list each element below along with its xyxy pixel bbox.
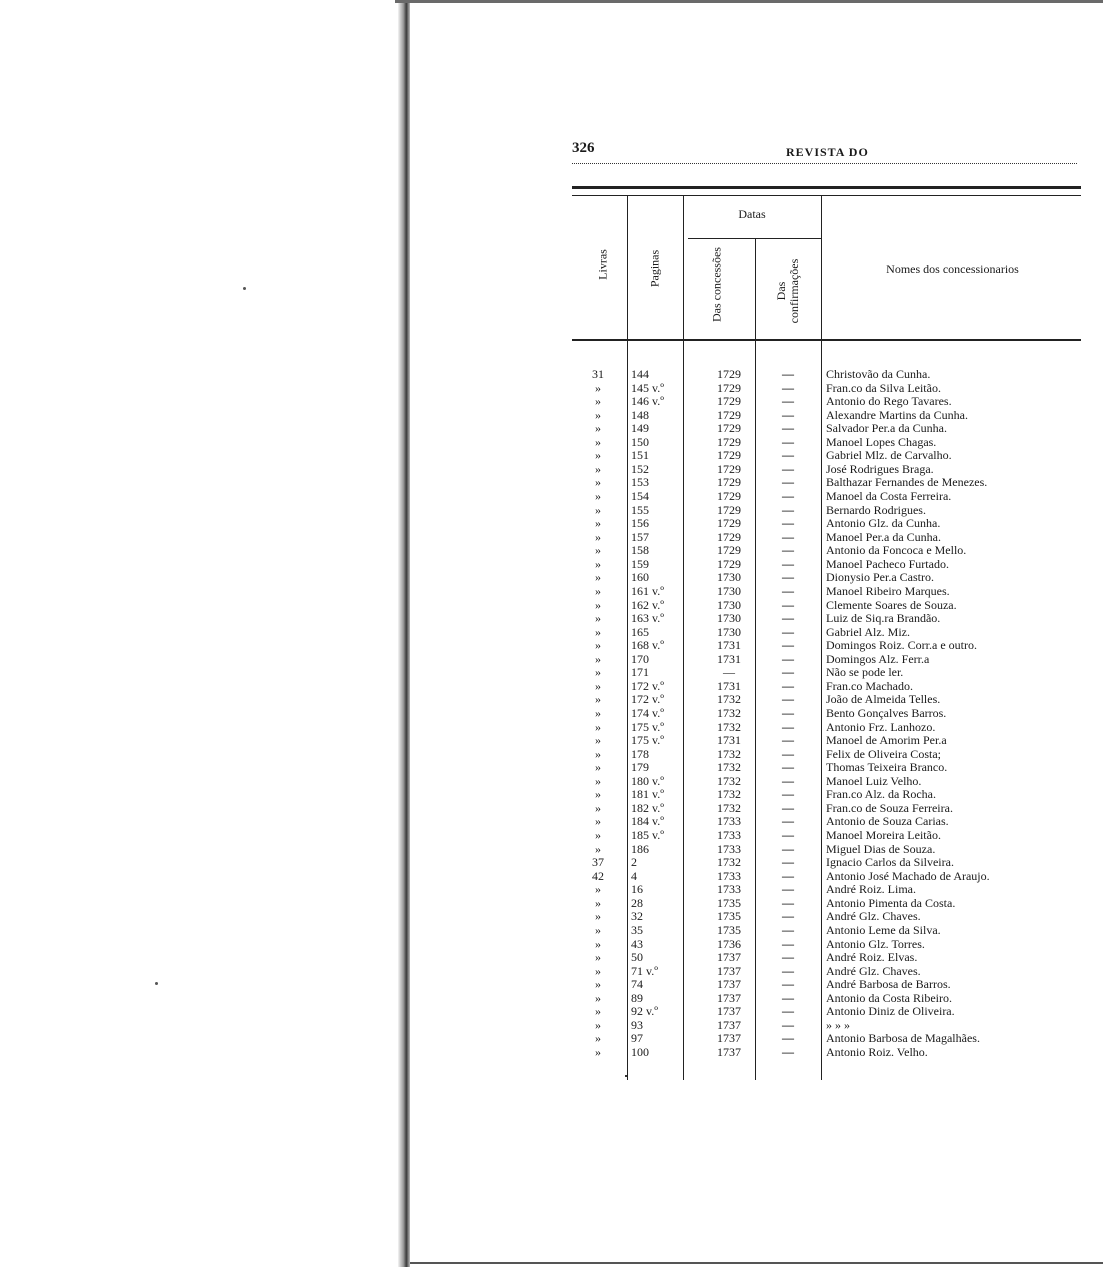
cell-data-confirmacao: — bbox=[782, 733, 794, 748]
cell-data-concessao: 1732 bbox=[717, 692, 741, 707]
cell-data-concessao: 1729 bbox=[717, 461, 741, 476]
cell-pagina: 50 bbox=[631, 950, 643, 965]
cell-data-confirmacao: — bbox=[782, 380, 794, 395]
cell-pagina: 168 v.º bbox=[631, 638, 664, 653]
cell-data-concessao: 1729 bbox=[717, 543, 741, 558]
cell-livro: » bbox=[595, 1031, 601, 1046]
cell-data-confirmacao: — bbox=[782, 882, 794, 897]
cell-nome: Antonio Glz. Torres. bbox=[826, 936, 925, 951]
cell-nome: Antonio José Machado de Araujo. bbox=[826, 868, 990, 883]
cell-nome: Clemente Soares de Souza. bbox=[826, 597, 957, 612]
cell-nome: Salvador Per.a da Cunha. bbox=[826, 421, 947, 436]
cell-nome: Christovão da Cunha. bbox=[826, 367, 931, 381]
cell-data-concessao: 1730 bbox=[717, 611, 741, 626]
cell-data-confirmacao: — bbox=[782, 570, 794, 585]
cell-pagina: 146 v.º bbox=[631, 394, 664, 409]
cell-data-confirmacao: — bbox=[782, 855, 794, 870]
cell-data-concessao: 1733 bbox=[717, 814, 741, 829]
cell-data-confirmacao: — bbox=[782, 828, 794, 843]
cell-data-concessao: 1729 bbox=[717, 434, 741, 449]
header-das-concessoes: Das concessões bbox=[709, 247, 724, 322]
cell-data-concessao: 1729 bbox=[717, 516, 741, 531]
cell-nome: Manoel Moreira Leitão. bbox=[826, 828, 941, 843]
cell-data-confirmacao: — bbox=[782, 909, 794, 924]
cell-nome: Manoel Luiz Velho. bbox=[826, 773, 922, 788]
cell-data-confirmacao: — bbox=[782, 800, 794, 815]
cell-data-confirmacao: — bbox=[782, 367, 794, 381]
cell-nome: Antonio do Rego Tavares. bbox=[826, 394, 952, 409]
cell-pagina: 35 bbox=[631, 922, 643, 937]
cell-nome: Fran.co de Souza Ferreira. bbox=[826, 800, 953, 815]
cell-livro: » bbox=[595, 434, 601, 449]
cell-nome: João de Almeida Telles. bbox=[826, 692, 941, 707]
cell-nome: Balthazar Fernandes de Menezes. bbox=[826, 475, 988, 490]
cell-livro: » bbox=[595, 909, 601, 924]
cell-nome: Manoel Ribeiro Marques. bbox=[826, 583, 950, 598]
cell-data-concessao: 1733 bbox=[717, 882, 741, 897]
cell-livro: » bbox=[595, 624, 601, 639]
cell-livro: » bbox=[595, 814, 601, 829]
cell-livro: » bbox=[595, 570, 601, 585]
cell-data-confirmacao: — bbox=[782, 651, 794, 666]
header-datas: Datas bbox=[738, 207, 766, 221]
cell-data-confirmacao: — bbox=[782, 583, 794, 598]
cell-data-concessao: — bbox=[723, 665, 735, 680]
cell-data-confirmacao: — bbox=[782, 556, 794, 571]
cell-livro: » bbox=[595, 407, 601, 422]
cell-livro: » bbox=[595, 936, 601, 951]
cell-data-concessao: 1735 bbox=[717, 922, 741, 937]
cell-nome: Domingos Alz. Ferr.a bbox=[826, 651, 930, 666]
cell-pagina: 181 v.º bbox=[631, 787, 664, 802]
cell-data-confirmacao: — bbox=[782, 706, 794, 720]
cell-data-concessao: 1732 bbox=[717, 800, 741, 815]
cell-data-concessao: 1737 bbox=[717, 963, 741, 978]
cell-pagina: 160 bbox=[631, 570, 649, 585]
cell-pagina: 148 bbox=[631, 407, 649, 422]
cell-nome: Felix de Oliveira Costa; bbox=[826, 746, 941, 761]
cell-data-concessao: 1737 bbox=[717, 950, 741, 965]
cell-nome: Antonio da Foncoca e Mello. bbox=[826, 543, 967, 558]
cell-pagina: 161 v.º bbox=[631, 583, 664, 598]
cell-data-concessao: 1730 bbox=[717, 624, 741, 639]
cell-nome: Domingos Roiz. Corr.a e outro. bbox=[826, 638, 977, 653]
cell-data-concessao: 1733 bbox=[717, 841, 741, 856]
cell-nome: André Barbosa de Barros. bbox=[826, 977, 951, 992]
cell-pagina: 158 bbox=[631, 543, 649, 558]
cell-data-concessao: 1729 bbox=[717, 367, 741, 381]
cell-livro: » bbox=[595, 773, 601, 788]
cell-livro: » bbox=[595, 678, 601, 693]
cell-data-confirmacao: — bbox=[782, 760, 794, 775]
cell-data-concessao: 1737 bbox=[717, 1045, 741, 1059]
scan-speck bbox=[625, 1075, 627, 1077]
cell-data-confirmacao: — bbox=[782, 448, 794, 463]
cell-nome: Manoel Per.a da Cunha. bbox=[826, 529, 941, 544]
cell-nome: Antonio Pimenta da Costa. bbox=[826, 895, 956, 910]
cell-pagina: 178 bbox=[631, 746, 649, 761]
cell-pagina: 145 v.º bbox=[631, 380, 664, 395]
cell-data-concessao: 1729 bbox=[717, 421, 741, 436]
cell-pagina: 163 v.º bbox=[631, 611, 664, 626]
cell-livro: » bbox=[595, 1045, 601, 1059]
cell-pagina: 184 v.º bbox=[631, 814, 664, 829]
cell-livro: 31 bbox=[592, 367, 604, 381]
cell-data-confirmacao: — bbox=[782, 787, 794, 802]
cell-data-confirmacao: — bbox=[782, 1004, 794, 1019]
cell-data-confirmacao: — bbox=[782, 611, 794, 626]
running-title: REVISTA DO bbox=[786, 145, 869, 159]
cell-pagina: 159 bbox=[631, 556, 649, 571]
cell-data-concessao: 1730 bbox=[717, 570, 741, 585]
cell-livro: » bbox=[595, 692, 601, 707]
cell-pagina: 174 v.º bbox=[631, 706, 664, 720]
cell-data-concessao: 1729 bbox=[717, 556, 741, 571]
cell-data-concessao: 1737 bbox=[717, 1031, 741, 1046]
cell-data-confirmacao: — bbox=[782, 746, 794, 761]
cell-livro: » bbox=[595, 489, 601, 504]
cell-data-concessao: 1737 bbox=[717, 1004, 741, 1019]
cell-data-confirmacao: — bbox=[782, 407, 794, 422]
cell-livro: » bbox=[595, 394, 601, 409]
cell-data-confirmacao: — bbox=[782, 489, 794, 504]
cell-livro: » bbox=[595, 1004, 601, 1019]
cell-pagina: 153 bbox=[631, 475, 649, 490]
cell-livro: » bbox=[595, 760, 601, 775]
column-divider bbox=[755, 238, 756, 1080]
cell-nome: Antonio de Souza Carias. bbox=[826, 814, 949, 829]
cell-data-concessao: 1732 bbox=[717, 760, 741, 775]
cell-livro: » bbox=[595, 787, 601, 802]
cell-livro: » bbox=[595, 882, 601, 897]
cell-data-concessao: 1736 bbox=[717, 936, 741, 951]
cell-data-concessao: 1733 bbox=[717, 828, 741, 843]
cell-nome: » » » bbox=[826, 1017, 850, 1032]
cell-pagina: 28 bbox=[631, 895, 643, 910]
cell-pagina: 93 bbox=[631, 1017, 643, 1032]
cell-data-concessao: 1729 bbox=[717, 380, 741, 395]
cell-data-confirmacao: — bbox=[782, 475, 794, 490]
cell-nome: Luiz de Siq.ra Brandão. bbox=[826, 611, 941, 626]
cell-data-confirmacao: — bbox=[782, 841, 794, 856]
cell-data-confirmacao: — bbox=[782, 543, 794, 558]
cell-data-confirmacao: — bbox=[782, 461, 794, 476]
cell-data-concessao: 1732 bbox=[717, 787, 741, 802]
cell-pagina: 172 v.º bbox=[631, 678, 664, 693]
cell-livro: » bbox=[595, 706, 601, 720]
cell-pagina: 74 bbox=[631, 977, 643, 992]
cell-pagina: 162 v.º bbox=[631, 597, 664, 612]
cell-livro: » bbox=[595, 502, 601, 517]
cell-nome: Antonio Roiz. Velho. bbox=[826, 1045, 928, 1059]
cell-livro: » bbox=[595, 922, 601, 937]
cell-data-concessao: 1729 bbox=[717, 475, 741, 490]
cell-nome: André Roiz. Elvas. bbox=[826, 950, 918, 965]
cell-data-confirmacao: — bbox=[782, 665, 794, 680]
cell-livro: » bbox=[595, 990, 601, 1005]
cell-nome: Manoel de Amorim Per.a bbox=[826, 733, 947, 748]
cell-data-confirmacao: — bbox=[782, 963, 794, 978]
cell-data-concessao: 1735 bbox=[717, 909, 741, 924]
cell-pagina: 172 v.º bbox=[631, 692, 664, 707]
cell-data-concessao: 1729 bbox=[717, 489, 741, 504]
cell-livro: » bbox=[595, 665, 601, 680]
cell-pagina: 2 bbox=[631, 855, 637, 870]
cell-data-confirmacao: — bbox=[782, 516, 794, 531]
cell-data-confirmacao: — bbox=[782, 1031, 794, 1046]
cell-data-confirmacao: — bbox=[782, 597, 794, 612]
cell-livro: » bbox=[595, 977, 601, 992]
column-divider bbox=[821, 195, 822, 1080]
cell-nome: Bernardo Rodrigues. bbox=[826, 502, 926, 517]
cell-data-confirmacao: — bbox=[782, 1045, 794, 1059]
cell-data-concessao: 1732 bbox=[717, 706, 741, 720]
scan-speck bbox=[155, 982, 158, 985]
cell-pagina: 97 bbox=[631, 1031, 643, 1046]
cell-data-confirmacao: — bbox=[782, 421, 794, 436]
cell-livro: » bbox=[595, 828, 601, 843]
cell-pagina: 4 bbox=[631, 868, 637, 883]
cell-nome: Alexandre Martins da Cunha. bbox=[826, 407, 968, 422]
cell-nome: Gabriel Alz. Miz. bbox=[826, 624, 910, 639]
cell-data-confirmacao: — bbox=[782, 624, 794, 639]
cell-pagina: 151 bbox=[631, 448, 649, 463]
cell-nome: Gabriel Mlz. de Carvalho. bbox=[826, 448, 952, 463]
cell-livro: » bbox=[595, 733, 601, 748]
cell-livro: 37 bbox=[592, 855, 604, 870]
cell-livro: » bbox=[595, 611, 601, 626]
cell-data-concessao: 1737 bbox=[717, 977, 741, 992]
cell-data-concessao: 1732 bbox=[717, 719, 741, 734]
scan-speck bbox=[243, 287, 246, 290]
cell-nome: Antonio Glz. da Cunha. bbox=[826, 516, 941, 531]
cell-pagina: 144 bbox=[631, 367, 649, 381]
cell-data-confirmacao: — bbox=[782, 678, 794, 693]
column-divider bbox=[627, 195, 628, 1080]
cell-data-confirmacao: — bbox=[782, 977, 794, 992]
cell-nome: Antonio Diniz de Oliveira. bbox=[826, 1004, 955, 1019]
cell-pagina: 157 bbox=[631, 529, 649, 544]
cell-data-confirmacao: — bbox=[782, 990, 794, 1005]
cell-nome: Fran.co da Silva Leitão. bbox=[826, 380, 941, 395]
cell-nome: André Roiz. Lima. bbox=[826, 882, 916, 897]
cell-data-concessao: 1729 bbox=[717, 394, 741, 409]
cell-livro: » bbox=[595, 529, 601, 544]
cell-pagina: 186 bbox=[631, 841, 649, 856]
cell-nome: Manoel da Costa Ferreira. bbox=[826, 489, 952, 504]
cell-livro: » bbox=[595, 461, 601, 476]
cell-livro: » bbox=[595, 895, 601, 910]
cell-data-concessao: 1730 bbox=[717, 597, 741, 612]
cell-pagina: 92 v.º bbox=[631, 1004, 658, 1019]
cell-data-concessao: 1732 bbox=[717, 746, 741, 761]
cell-pagina: 156 bbox=[631, 516, 649, 531]
cell-data-confirmacao: — bbox=[782, 502, 794, 517]
header-nomes: Nomes dos concessionarios bbox=[886, 262, 1019, 276]
header-rule bbox=[572, 163, 1077, 164]
cell-pagina: 170 bbox=[631, 651, 649, 666]
cell-livro: » bbox=[595, 800, 601, 815]
cell-nome: Miguel Dias de Souza. bbox=[826, 841, 936, 856]
cell-data-confirmacao: — bbox=[782, 394, 794, 409]
cell-nome: André Glz. Chaves. bbox=[826, 963, 921, 978]
cell-pagina: 175 v.º bbox=[631, 719, 664, 734]
page-top-edge bbox=[395, 0, 1103, 3]
cell-nome: Antonio Leme da Silva. bbox=[826, 922, 941, 937]
cell-livro: » bbox=[595, 380, 601, 395]
cell-livro: » bbox=[595, 543, 601, 558]
table-top-rule bbox=[572, 186, 1081, 196]
cell-pagina: 155 bbox=[631, 502, 649, 517]
cell-nome: Bento Gonçalves Barros. bbox=[826, 706, 947, 720]
cell-data-confirmacao: — bbox=[782, 936, 794, 951]
cell-pagina: 100 bbox=[631, 1045, 649, 1059]
cell-pagina: 152 bbox=[631, 461, 649, 476]
book-spine-shadow bbox=[398, 0, 410, 1267]
cell-data-confirmacao: — bbox=[782, 434, 794, 449]
cell-data-concessao: 1731 bbox=[717, 678, 741, 693]
cell-livro: » bbox=[595, 950, 601, 965]
cell-pagina: 149 bbox=[631, 421, 649, 436]
cell-livro: » bbox=[595, 421, 601, 436]
cell-data-confirmacao: — bbox=[782, 868, 794, 883]
cell-pagina: 89 bbox=[631, 990, 643, 1005]
cell-data-confirmacao: — bbox=[782, 950, 794, 965]
page-number: 326 bbox=[572, 140, 595, 156]
cell-data-confirmacao: — bbox=[782, 895, 794, 910]
cell-data-concessao: 1729 bbox=[717, 502, 741, 517]
cell-livro: » bbox=[595, 719, 601, 734]
cell-pagina: 185 v.º bbox=[631, 828, 664, 843]
cell-nome: Fran.co Machado. bbox=[826, 678, 913, 693]
cell-data-confirmacao: — bbox=[782, 529, 794, 544]
cell-nome: Antonio da Costa Ribeiro. bbox=[826, 990, 952, 1005]
cell-data-concessao: 1731 bbox=[717, 638, 741, 653]
cell-livro: » bbox=[595, 746, 601, 761]
header-bottom-rule bbox=[572, 339, 1081, 341]
cell-nome: Manoel Pacheco Furtado. bbox=[826, 556, 949, 571]
cell-pagina: 154 bbox=[631, 489, 649, 504]
cell-pagina: 71 v.º bbox=[631, 963, 658, 978]
cell-livro: » bbox=[595, 638, 601, 653]
cell-data-concessao: 1730 bbox=[717, 583, 741, 598]
cell-pagina: 32 bbox=[631, 909, 643, 924]
cell-livro: » bbox=[595, 963, 601, 978]
header-das-confirmacoes: Das confirmações bbox=[774, 258, 801, 324]
cell-data-concessao: 1737 bbox=[717, 1017, 741, 1032]
cell-livro: » bbox=[595, 556, 601, 571]
cell-data-confirmacao: — bbox=[782, 773, 794, 788]
cell-pagina: 175 v.º bbox=[631, 733, 664, 748]
cell-nome: Fran.co Alz. da Rocha. bbox=[826, 787, 936, 802]
column-divider bbox=[683, 195, 684, 1080]
cell-pagina: 179 bbox=[631, 760, 649, 775]
cell-nome: Manoel Lopes Chagas. bbox=[826, 434, 937, 449]
cell-data-confirmacao: — bbox=[782, 814, 794, 829]
cell-nome: André Glz. Chaves. bbox=[826, 909, 921, 924]
cell-livro: » bbox=[595, 448, 601, 463]
cell-pagina: 180 v.º bbox=[631, 773, 664, 788]
cell-data-concessao: 1733 bbox=[717, 868, 741, 883]
cell-nome: Dionysio Per.a Castro. bbox=[826, 570, 934, 585]
cell-data-confirmacao: — bbox=[782, 692, 794, 707]
cell-livro: » bbox=[595, 475, 601, 490]
cell-data-concessao: 1732 bbox=[717, 773, 741, 788]
cell-pagina: 165 bbox=[631, 624, 649, 639]
cell-data-concessao: 1737 bbox=[717, 990, 741, 1005]
cell-nome: Não se pode ler. bbox=[826, 665, 904, 680]
cell-nome: Antonio Frz. Lanhozo. bbox=[826, 719, 936, 734]
cell-pagina: 16 bbox=[631, 882, 643, 897]
cell-data-concessao: 1732 bbox=[717, 855, 741, 870]
page-bottom-edge bbox=[410, 1262, 1103, 1264]
cell-data-concessao: 1729 bbox=[717, 529, 741, 544]
cell-livro: » bbox=[595, 1017, 601, 1032]
cell-data-confirmacao: — bbox=[782, 1017, 794, 1032]
header-livros: Livras bbox=[595, 249, 610, 280]
cell-data-concessao: 1729 bbox=[717, 407, 741, 422]
cell-data-confirmacao: — bbox=[782, 638, 794, 653]
cell-nome: Thomas Teixeira Branco. bbox=[826, 760, 948, 775]
cell-data-confirmacao: — bbox=[782, 719, 794, 734]
cell-nome: Ignacio Carlos da Silveira. bbox=[826, 855, 954, 870]
cell-pagina: 182 v.º bbox=[631, 800, 664, 815]
cell-data-concessao: 1735 bbox=[717, 895, 741, 910]
cell-pagina: 150 bbox=[631, 434, 649, 449]
cell-data-concessao: 1729 bbox=[717, 448, 741, 463]
cell-livro: » bbox=[595, 651, 601, 666]
cell-nome: Antonio Barbosa de Magalhães. bbox=[826, 1031, 980, 1046]
cell-data-concessao: 1731 bbox=[717, 733, 741, 748]
cell-pagina: 43 bbox=[631, 936, 643, 951]
cell-data-confirmacao: — bbox=[782, 922, 794, 937]
cell-livro: » bbox=[595, 597, 601, 612]
cell-livro: » bbox=[595, 516, 601, 531]
cell-nome: José Rodrigues Braga. bbox=[826, 461, 934, 476]
cell-livro: » bbox=[595, 583, 601, 598]
datas-subheader-rule bbox=[688, 238, 821, 239]
cell-data-concessao: 1731 bbox=[717, 651, 741, 666]
cell-pagina: 171 bbox=[631, 665, 649, 680]
cell-livro: 42 bbox=[592, 868, 604, 883]
cell-livro: » bbox=[595, 841, 601, 856]
header-paginas: Paginas bbox=[647, 249, 662, 288]
